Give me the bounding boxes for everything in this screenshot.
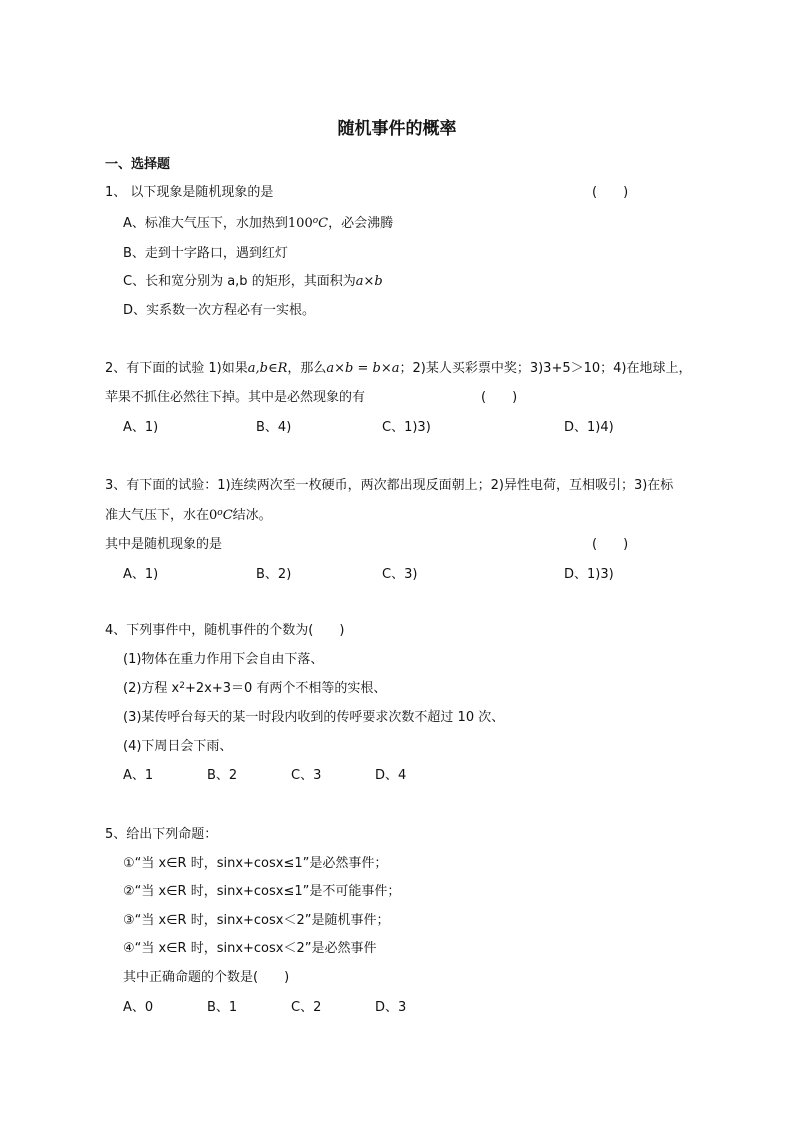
- q1-option-d: D、实系数一次方程必有一实根。: [123, 303, 316, 318]
- q5-question: 其中正确命题的个数是( ): [123, 970, 290, 985]
- q2-option-c: C、1)3): [382, 420, 431, 435]
- q5-option-a: A、0: [123, 1000, 154, 1015]
- q5-option-c: C、2: [291, 1000, 322, 1015]
- q5-option-d: D、3: [375, 1000, 407, 1015]
- q1-option-a-tail: ，必会沸腾: [328, 216, 394, 231]
- q4-item-4: (4)下周日会下雨、: [123, 739, 233, 754]
- q2-math-equation: a×b = b×a: [326, 361, 400, 376]
- q4-item-1: (1)物体在重力作用下会自由下落、: [123, 652, 324, 667]
- q3-line-2-tail: 结冰。: [232, 508, 272, 523]
- q3-line-3: 其中是随机现象的是: [105, 537, 223, 552]
- section-heading: 一、选择题: [105, 157, 171, 172]
- q5-option-b: B、1: [207, 1000, 238, 1015]
- q2-option-d: D、1)4): [564, 420, 614, 435]
- q1-option-a-number: 100: [287, 216, 313, 231]
- q1-option-c: [123, 273, 383, 291]
- q2-line-1-text: 2、有下面的试验 1)如果: [105, 361, 248, 376]
- q2-line-1-mid: ，那么: [287, 361, 327, 376]
- q3-line-2-text: 准大气压下，水在: [105, 508, 210, 523]
- q4-item-2-text: (2)方程 x: [123, 681, 180, 696]
- q4-option-d: D、4: [375, 768, 407, 783]
- q2-line-1-tail: ；2)某人买彩票中奖；3)3+5＞10；4)在地球上，: [399, 361, 692, 376]
- q1-option-c-math: a×b: [355, 274, 383, 289]
- q3-temp-degree: o: [217, 508, 223, 518]
- q5-item-2: ②“当 x∈R 时，sinx+cosx≤1”是不可能事件；: [123, 884, 401, 899]
- q2-option-b: B、4): [256, 420, 292, 435]
- q4-item-2: [123, 680, 386, 698]
- q4-option-a: A、1: [123, 768, 154, 783]
- q1-option-a: [123, 215, 393, 233]
- q3-line-2: [105, 507, 272, 525]
- q3-option-b: B、2): [256, 567, 292, 582]
- q5-item-1: ①“当 x∈R 时，sinx+cosx≤1”是必然事件；: [123, 856, 388, 871]
- q2-math-set: a,b∈R: [247, 361, 288, 376]
- q5-item-4: ④“当 x∈R 时，sinx+cosx＜2”是必然事件: [123, 941, 377, 956]
- q4-option-b: B、2: [207, 768, 238, 783]
- q4-item-3: (3)某传呼台每天的某一时段内收到的传呼要求次数不超过 10 次、: [123, 710, 505, 725]
- q3-option-d: D、1)3): [564, 567, 614, 582]
- q4-stem: 4、下列事件中，随机事件的个数为( ): [105, 623, 345, 638]
- q3-line-1: 3、有下面的试验：1)连续两次至一枚硬币，两次都出现反面朝上；2)异性电荷，互相吸引；3)在标: [105, 478, 674, 493]
- q1-answer-paren: ( ): [592, 185, 629, 200]
- q2-answer-paren: ( ): [481, 390, 518, 405]
- q3-temp-number: 0: [209, 508, 218, 523]
- q4-item-2-tail: +2x+3＝0 有两个不相等的实根、: [184, 681, 387, 696]
- q1-option-a-unit: C: [318, 216, 329, 231]
- q1-option-c-text: C、长和宽分别为 a,b 的矩形，其面积为: [123, 274, 356, 289]
- q1-option-b: B、走到十字路口，遇到红灯: [123, 246, 288, 261]
- q1-option-a-degree: o: [312, 216, 319, 226]
- q2-line-1: [105, 360, 692, 378]
- q4-option-c: C、3: [291, 768, 322, 783]
- document-title: 随机事件的概率: [337, 119, 457, 139]
- q5-stem: 5、给出下列命题：: [105, 827, 218, 842]
- q4-item-2-exponent: 2: [179, 681, 185, 691]
- q3-option-c: C、3): [382, 567, 418, 582]
- q3-answer-paren: ( ): [592, 537, 629, 552]
- q3-temp-unit: C: [222, 508, 233, 523]
- q2-line-2: 苹果不抓住必然往下掉。其中是必然现象的有: [105, 390, 366, 405]
- q1-option-a-text: A、标准大气压下，水加热到: [123, 216, 288, 231]
- q3-option-a: A、1): [123, 567, 159, 582]
- q2-option-a: A、1): [123, 420, 159, 435]
- q1-stem: 1、 以下现象是随机现象的是: [105, 185, 274, 200]
- q5-item-3: ③“当 x∈R 时，sinx+cosx＜2”是随机事件；: [123, 913, 390, 928]
